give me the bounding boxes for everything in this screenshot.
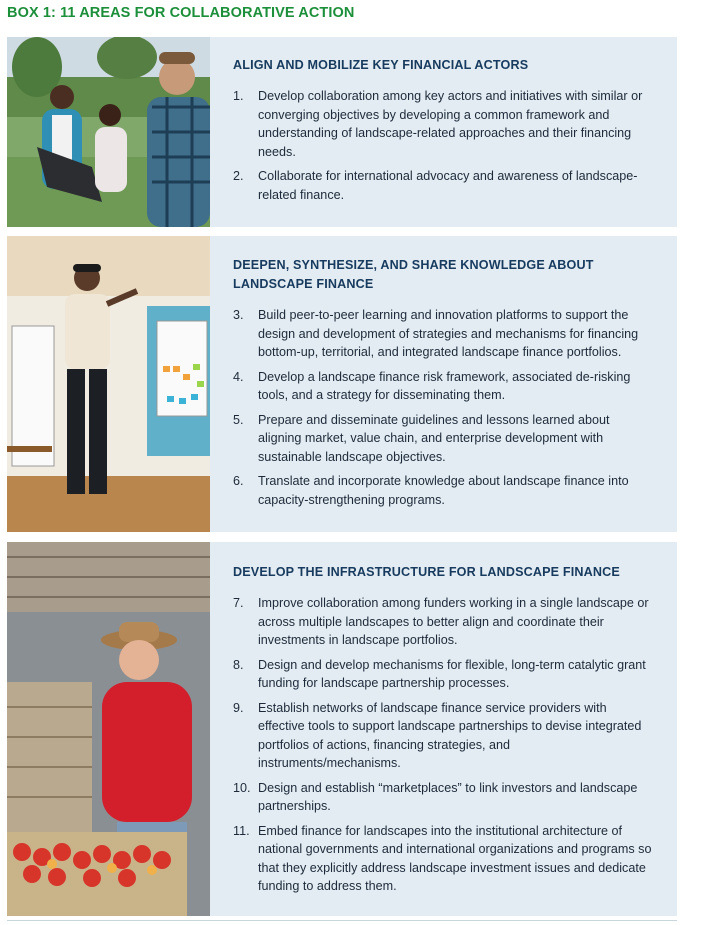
- list-item: 9. Establish networks of landscape finance service providers with effective tools to support landscape partnerships to devise integrated portfolios of actions, financing strategies, and instruments/mechanisms.: [233, 700, 642, 770]
- action-list: [233, 594, 655, 896]
- section-infrastructure: [7, 542, 677, 916]
- list-item: 3. Build peer-to-peer learning and innovation platforms to support the design and development of strategies and mechanisms for financing bottom-up, territorial, and integrated landscape finance portfolios.: [233, 308, 639, 359]
- section-align-mobilize: [7, 37, 677, 227]
- photo-field-group-laptop: [7, 37, 210, 227]
- bottom-divider: [7, 920, 677, 921]
- list-item: 8. Design and develop mechanisms for flexible, long-term catalytic grant funding for landscape partnership processes.: [233, 657, 646, 690]
- section-heading: DEEPEN, SYNTHESIZE, AND SHARE KNOWLEDGE ABOUT LANDSCAPE FINANCE: [233, 258, 594, 291]
- photo-presenter-workshop: [7, 236, 210, 532]
- list-item: 10. Design and establish “marketplaces” to link investors and landscape partnerships.: [233, 780, 638, 813]
- photo-farmer-apples: [7, 542, 210, 916]
- list-item: 1. Develop collaboration among key actors and initiatives with similar or converging objectives by developing a common framework and understanding of landscape-related approaches and their financing needs.: [233, 89, 643, 159]
- list-item: 5. Prepare and disseminate guidelines and lessons learned about aligning market, value chain, and enterprise development with sustainable landscape objectives.: [233, 412, 610, 464]
- section-knowledge: [7, 236, 677, 532]
- action-list: [233, 87, 655, 204]
- list-item: 11. Embed finance for landscapes into the institutional architecture of national governments and international organizations and programs so that they explicitly address landscape investment issues and dedicate funding to address them.: [233, 823, 652, 893]
- box-title: BOX 1: 11 AREAS FOR COLLABORATIVE ACTION: [7, 5, 355, 21]
- list-item: 6. Translate and incorporate knowledge about landscape finance into capacity-strengthening programs.: [233, 474, 629, 507]
- section-heading: ALIGN AND MOBILIZE KEY FINANCIAL ACTORS: [233, 58, 529, 72]
- section-heading: DEVELOP THE INFRASTRUCTURE FOR LANDSCAPE FINANCE: [233, 565, 620, 579]
- list-item: 2. Collaborate for international advocacy and awareness of landscape-related finance.: [233, 169, 638, 202]
- list-item: 7. Improve collaboration among funders working in a single landscape or across multiple landscapes to better align and coordinate their investments in landscape portfolios.: [233, 596, 649, 647]
- list-item: 4. Develop a landscape finance risk framework, associated de-risking tools, and a strategy for disseminating them.: [233, 369, 631, 402]
- action-list: [233, 306, 655, 509]
